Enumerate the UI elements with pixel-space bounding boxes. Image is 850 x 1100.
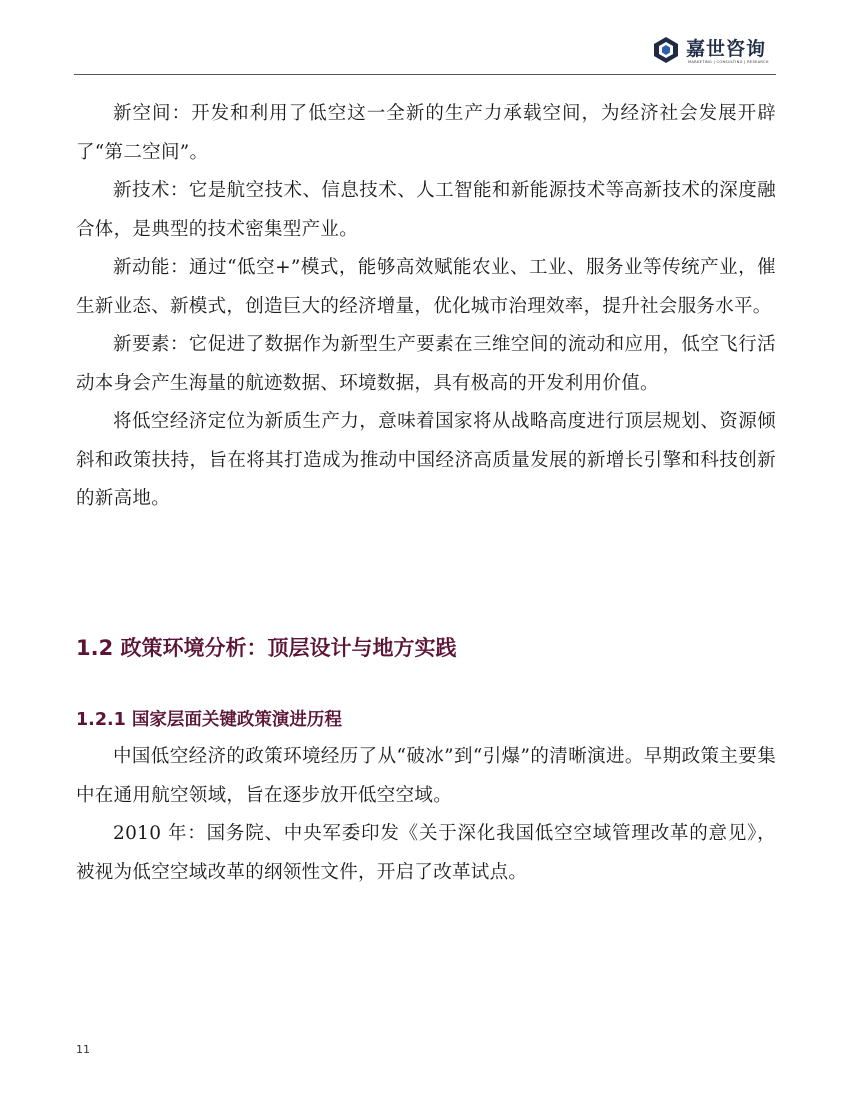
page-number: 11	[76, 1043, 90, 1056]
paragraph-2010-milestone: 2010 年：国务院、中央军委印发《关于深化我国低空空域管理改革的意见》，被视为低空空域改革的纲领性文件，开启了改革试点。	[76, 823, 776, 883]
paragraph-new-technology: 新技术：它是航空技术、信息技术、人工智能和新能源技术等高新技术的深度融合体，是典型的技术密集型产业。	[76, 180, 776, 240]
brand-mark-icon	[652, 36, 680, 64]
body-text-top	[76, 95, 776, 519]
header-divider	[74, 74, 776, 75]
paragraph-new-factor: 新要素：它促进了数据作为新型生产要素在三维空间的流动和应用，低空飞行活动本身会产生海量的航迹数据、环境数据，具有极高的开发利用价值。	[76, 334, 776, 394]
brand-logo	[652, 34, 782, 70]
paragraph-policy-evolution: 中国低空经济的政策环境经历了从“破冰”到“引爆”的清晰演进。早期政策主要集中在通用航空领域，旨在逐步放开低空空域。	[76, 746, 776, 806]
section-heading: 1.2 政策环境分析：顶层设计与地方实践	[76, 636, 457, 660]
paragraph-positioning: 将低空经济定位为新质生产力，意味着国家将从战略高度进行顶层规划、资源倾斜和政策扶持，旨在将其打造成为推动中国经济高质量发展的新增长引擎和科技创新的新高地。	[76, 411, 776, 509]
paragraph-new-space: 新空间：开发和利用了低空这一全新的生产力承载空间，为经济社会发展开辟了“第二空间”。	[76, 103, 776, 163]
subsection-heading: 1.2.1 国家层面关键政策演进历程	[76, 710, 342, 730]
paragraph-new-momentum: 新动能：通过“低空+”模式，能够高效赋能农业、工业、服务业等传统产业，催生新业态、新模式，创造巨大的经济增量，优化城市治理效率，提升社会服务水平。	[76, 257, 776, 317]
brand-name: 嘉世咨询	[686, 38, 767, 60]
brand-tagline: MARKETING | CONSULTING | RESEARCH	[688, 60, 769, 64]
body-text-bottom	[76, 738, 776, 892]
